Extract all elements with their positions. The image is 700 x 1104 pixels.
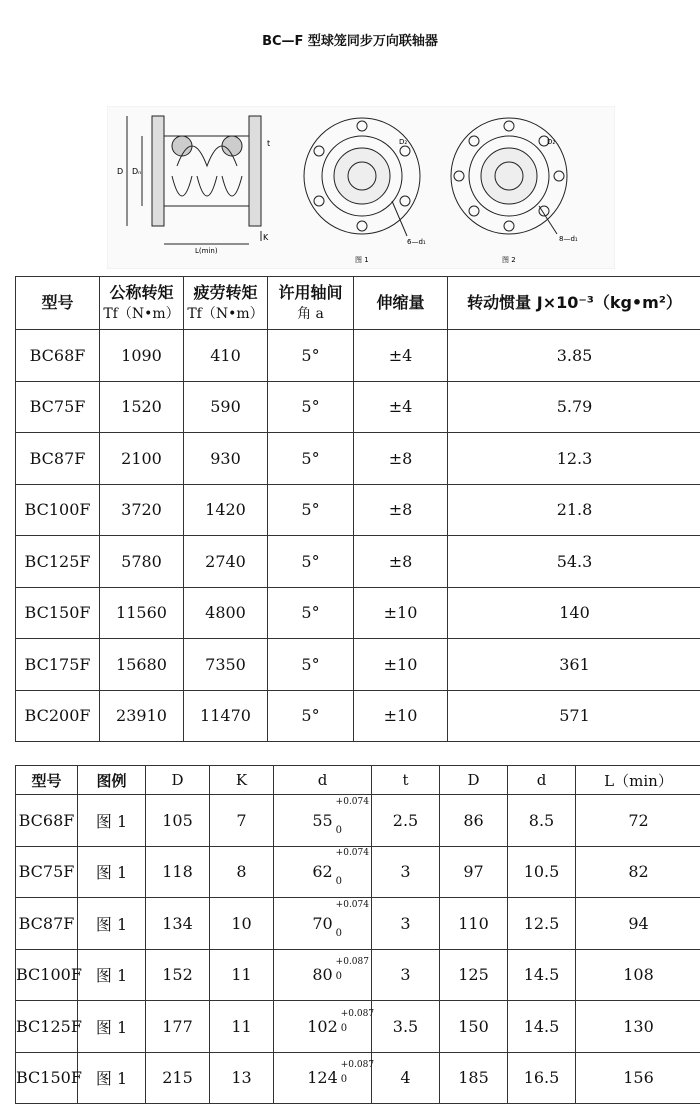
cell-telescopic: ±8 bbox=[354, 433, 448, 485]
d-with-tolerance bbox=[312, 957, 369, 985]
cell-inertia: 140 bbox=[448, 587, 700, 639]
cell-telescopic: ±10 bbox=[354, 690, 448, 742]
cell-figure: 图 1 bbox=[78, 949, 146, 1001]
d-value: 80 bbox=[312, 965, 333, 985]
dim-Dn: Dₙ bbox=[132, 167, 142, 176]
cell-model: BC175F bbox=[16, 639, 100, 691]
cell-t: 3 bbox=[372, 898, 440, 950]
cell-telescopic: ±8 bbox=[354, 484, 448, 536]
cell-K: 11 bbox=[210, 949, 274, 1001]
table-row bbox=[16, 795, 700, 847]
cell-D2: 125 bbox=[440, 949, 508, 1001]
cell-L: 94 bbox=[576, 898, 700, 950]
d-value: 62 bbox=[312, 862, 333, 882]
cell-nominal-torque: 11560 bbox=[100, 587, 184, 639]
cell-nominal-torque: 1520 bbox=[100, 381, 184, 433]
cell-inertia: 21.8 bbox=[448, 484, 700, 536]
table-row bbox=[16, 949, 700, 1001]
d-with-tolerance bbox=[312, 796, 369, 836]
col-D2: D bbox=[440, 766, 508, 795]
cell-inertia: 12.3 bbox=[448, 433, 700, 485]
dim-K: K bbox=[263, 233, 269, 242]
cell-L: 72 bbox=[576, 795, 700, 847]
tolerance-lower: 0 bbox=[340, 1074, 348, 1086]
cell-t: 2.5 bbox=[372, 795, 440, 847]
cell-model: BC100F bbox=[16, 949, 78, 1001]
d-value: 102 bbox=[307, 1016, 338, 1036]
cell-d bbox=[274, 1001, 375, 1053]
cell-t: 3 bbox=[372, 949, 440, 1001]
cell-model: BC87F bbox=[16, 433, 100, 485]
table-header-row bbox=[16, 766, 700, 795]
cell-d1: 8.5 bbox=[508, 795, 576, 847]
cell-angle: 5° bbox=[268, 330, 354, 382]
table-row bbox=[16, 484, 700, 536]
cell-d1: 16.5 bbox=[508, 1052, 576, 1104]
tolerance-lower: 0 bbox=[335, 927, 343, 939]
cell-model: BC68F bbox=[16, 330, 100, 382]
page-title: BC—F 型球笼同步万向联轴器 bbox=[262, 34, 438, 49]
cell-model: BC125F bbox=[16, 536, 100, 588]
table-row bbox=[16, 1001, 700, 1053]
tolerance-lower: 0 bbox=[335, 824, 343, 836]
cell-figure: 图 1 bbox=[78, 795, 146, 847]
cell-t: 3 bbox=[372, 846, 440, 898]
col-inertia: 转动惯量 J×10⁻³（kg•m²） bbox=[448, 277, 700, 330]
d-value: 55 bbox=[312, 810, 333, 830]
d-with-tolerance bbox=[307, 1008, 375, 1036]
fig1-hole-label: 6—d₁ bbox=[407, 238, 426, 246]
fig2-D2-label: D₂ bbox=[547, 138, 556, 146]
cell-nominal-torque: 23910 bbox=[100, 690, 184, 742]
cell-telescopic: ±4 bbox=[354, 381, 448, 433]
table-row bbox=[16, 381, 700, 433]
table-row bbox=[16, 639, 700, 691]
cell-angle: 5° bbox=[268, 690, 354, 742]
d-value: 70 bbox=[312, 913, 333, 933]
cell-model: BC125F bbox=[16, 1001, 78, 1053]
cell-K: 8 bbox=[210, 846, 274, 898]
coupling-drawing bbox=[107, 106, 615, 269]
table-row bbox=[16, 587, 700, 639]
fig2-label: 图 2 bbox=[502, 256, 516, 264]
cell-nominal-torque: 5780 bbox=[100, 536, 184, 588]
col-D: D bbox=[146, 766, 210, 795]
cell-d bbox=[274, 846, 372, 898]
cell-K: 10 bbox=[210, 898, 274, 950]
col-fatigue-torque: 疲劳转矩 Tf（N•m） bbox=[184, 277, 268, 330]
cell-D: 134 bbox=[146, 898, 210, 950]
cell-d bbox=[274, 1052, 375, 1104]
col-model: 型号 bbox=[16, 277, 100, 330]
cell-figure: 图 1 bbox=[78, 1001, 146, 1053]
cell-d bbox=[274, 898, 372, 950]
cell-telescopic: ±4 bbox=[354, 330, 448, 382]
tolerance-upper: +0.087 bbox=[340, 1008, 375, 1019]
cell-d1: 14.5 bbox=[508, 949, 576, 1001]
cell-D2: 86 bbox=[440, 795, 508, 847]
cell-D2: 97 bbox=[440, 846, 508, 898]
cell-d1: 14.5 bbox=[508, 1001, 576, 1053]
tolerance-lower: 0 bbox=[335, 876, 343, 888]
cell-D2: 150 bbox=[440, 1001, 508, 1053]
cell-model: BC68F bbox=[16, 795, 78, 847]
table-row bbox=[16, 536, 700, 588]
dim-L: L(min) bbox=[195, 247, 218, 255]
tolerance-upper: +0.074 bbox=[335, 899, 369, 910]
table-row bbox=[16, 690, 700, 742]
cell-D2: 185 bbox=[440, 1052, 508, 1104]
dimension-table bbox=[15, 765, 700, 1104]
cell-inertia: 361 bbox=[448, 639, 700, 691]
cell-inertia: 54.3 bbox=[448, 536, 700, 588]
cell-d bbox=[274, 795, 372, 847]
cell-d1: 12.5 bbox=[508, 898, 576, 950]
cell-nominal-torque: 2100 bbox=[100, 433, 184, 485]
performance-table bbox=[15, 276, 700, 742]
cell-figure: 图 1 bbox=[78, 898, 146, 950]
col-t: t bbox=[372, 766, 440, 795]
cell-L: 156 bbox=[576, 1052, 700, 1104]
tolerance-upper: +0.074 bbox=[335, 796, 369, 807]
cell-D: 105 bbox=[146, 795, 210, 847]
dim-D: D bbox=[117, 167, 124, 176]
cell-figure: 图 1 bbox=[78, 846, 146, 898]
fig1-D2-label: D₂ bbox=[399, 138, 408, 146]
tolerance-upper: +0.087 bbox=[335, 957, 369, 968]
cell-K: 11 bbox=[210, 1001, 274, 1053]
cell-D: 215 bbox=[146, 1052, 210, 1104]
cell-nominal-torque: 15680 bbox=[100, 639, 184, 691]
fig2-hole-label: 8—d₁ bbox=[559, 235, 578, 243]
col-K: K bbox=[210, 766, 274, 795]
d-value: 124 bbox=[307, 1068, 338, 1088]
cell-d bbox=[274, 949, 372, 1001]
cell-inertia: 571 bbox=[448, 690, 700, 742]
cell-telescopic: ±10 bbox=[354, 639, 448, 691]
cell-telescopic: ±10 bbox=[354, 587, 448, 639]
cell-L: 130 bbox=[576, 1001, 700, 1053]
col-allowed-angle: 许用轴间 角 a bbox=[268, 277, 354, 330]
cell-fatigue-torque: 2740 bbox=[184, 536, 268, 588]
cell-nominal-torque: 3720 bbox=[100, 484, 184, 536]
fig1-label: 图 1 bbox=[355, 256, 369, 264]
cell-D: 118 bbox=[146, 846, 210, 898]
cell-D: 177 bbox=[146, 1001, 210, 1053]
table-row bbox=[16, 1052, 700, 1104]
tolerance-upper: +0.087 bbox=[340, 1060, 375, 1071]
cell-model: BC100F bbox=[16, 484, 100, 536]
cell-angle: 5° bbox=[268, 484, 354, 536]
tolerance-lower: 0 bbox=[340, 1022, 348, 1034]
table-header-row bbox=[16, 277, 700, 330]
cell-inertia: 5.79 bbox=[448, 381, 700, 433]
cell-D2: 110 bbox=[440, 898, 508, 950]
cell-L: 108 bbox=[576, 949, 700, 1001]
cell-angle: 5° bbox=[268, 587, 354, 639]
cell-model: BC150F bbox=[16, 587, 100, 639]
cell-inertia: 3.85 bbox=[448, 330, 700, 382]
cell-K: 13 bbox=[210, 1052, 274, 1104]
cell-K: 7 bbox=[210, 795, 274, 847]
dim-t: t bbox=[267, 139, 271, 148]
cell-model: BC75F bbox=[16, 381, 100, 433]
table-row bbox=[16, 330, 700, 382]
d-with-tolerance bbox=[312, 899, 369, 939]
d-with-tolerance bbox=[312, 848, 369, 888]
cell-fatigue-torque: 11470 bbox=[184, 690, 268, 742]
cell-t: 4 bbox=[372, 1052, 440, 1104]
cell-angle: 5° bbox=[268, 381, 354, 433]
cell-fatigue-torque: 4800 bbox=[184, 587, 268, 639]
col-d1: d bbox=[508, 766, 576, 795]
cell-figure: 图 1 bbox=[78, 1052, 146, 1104]
cell-angle: 5° bbox=[268, 536, 354, 588]
table-row bbox=[16, 433, 700, 485]
col-figure: 图例 bbox=[78, 766, 146, 795]
col-model: 型号 bbox=[16, 766, 78, 795]
cell-d1: 10.5 bbox=[508, 846, 576, 898]
cell-angle: 5° bbox=[268, 433, 354, 485]
cell-model: BC87F bbox=[16, 898, 78, 950]
col-L: L（min） bbox=[576, 766, 700, 795]
cell-fatigue-torque: 1420 bbox=[184, 484, 268, 536]
cell-L: 82 bbox=[576, 846, 700, 898]
cell-fatigue-torque: 590 bbox=[184, 381, 268, 433]
col-telescopic: 伸缩量 bbox=[354, 277, 448, 330]
cell-t: 3.5 bbox=[372, 1001, 440, 1053]
cell-nominal-torque: 1090 bbox=[100, 330, 184, 382]
cell-D: 152 bbox=[146, 949, 210, 1001]
col-nominal-torque: 公称转矩 Tf（N•m） bbox=[100, 277, 184, 330]
cell-model: BC150F bbox=[16, 1052, 78, 1104]
tolerance-lower: 0 bbox=[335, 971, 343, 983]
tolerance-upper: +0.074 bbox=[335, 848, 369, 859]
cell-fatigue-torque: 930 bbox=[184, 433, 268, 485]
col-d: d bbox=[274, 766, 372, 795]
cell-angle: 5° bbox=[268, 639, 354, 691]
cell-fatigue-torque: 410 bbox=[184, 330, 268, 382]
cell-fatigue-torque: 7350 bbox=[184, 639, 268, 691]
cell-model: BC75F bbox=[16, 846, 78, 898]
table-row bbox=[16, 846, 700, 898]
d-with-tolerance bbox=[307, 1060, 375, 1088]
cell-model: BC200F bbox=[16, 690, 100, 742]
table-row bbox=[16, 898, 700, 950]
cell-telescopic: ±8 bbox=[354, 536, 448, 588]
